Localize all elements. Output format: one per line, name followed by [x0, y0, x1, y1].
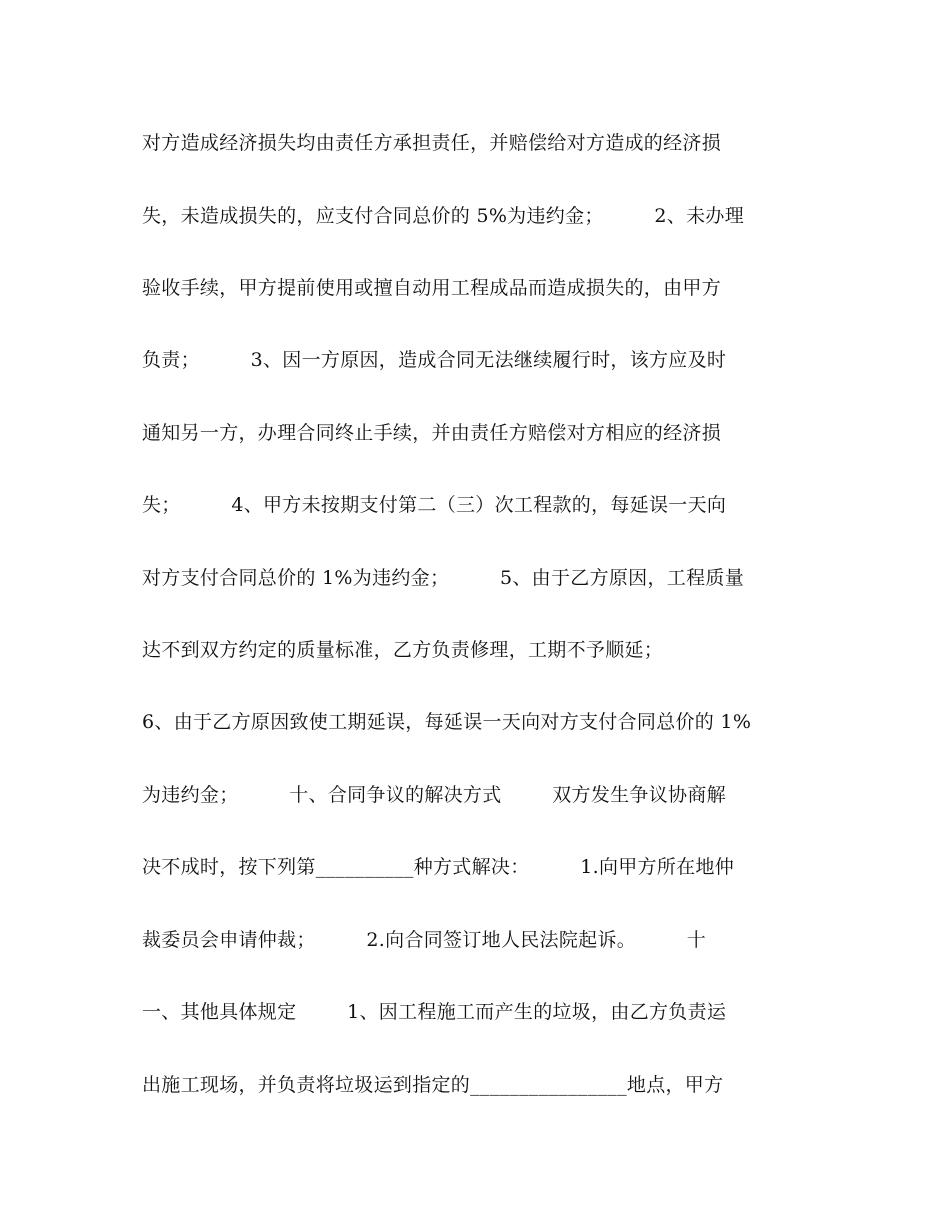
text-line: 决不成时，按下列第__________种方式解决： 1.向甲方所在地仲 [142, 856, 735, 878]
text-line: 失，未造成损失的，应支付合同总价的 5%为违约金； 2、未办理 [142, 205, 744, 227]
text-line: 6、由于乙方原因致使工期延误，每延误一天向对方支付合同总价的 1% [142, 711, 752, 733]
text-line: 裁委员会申请仲裁； 2.向合同签订地人民法院起诉。 十 [142, 929, 707, 951]
text-line: 为违约金； 十、合同争议的解决方式 双方发生争议协商解 [142, 784, 726, 806]
text-line: 失； 4、甲方未按期支付第二（三）次工程款的，每延误一天向 [142, 494, 727, 516]
text-line: 对方造成经济损失均由责任方承担责任，并赔偿给对方造成的经济损 [142, 132, 722, 154]
text-line: 验收手续，甲方提前使用或擅自动用工程成品而造成损失的，由甲方 [142, 277, 722, 299]
text-line: 负责； 3、因一方原因，造成合同无法继续履行时，该方应及时 [142, 349, 727, 371]
text-line: 一、其他具体规定 1、因工程施工而产生的垃圾，由乙方负责运 [142, 1001, 727, 1023]
text-line: 达不到双方约定的质量标准，乙方负责修理，工期不予顺延； [142, 639, 664, 661]
text-line: 出施工现场，并负责将垃圾运到指定的________________地点，甲方 [142, 1074, 724, 1096]
text-line: 对方支付合同总价的 1%为违约金； 5、由于乙方原因，工程质量 [142, 567, 744, 589]
text-line: 通知另一方，办理合同终止手续，并由责任方赔偿对方相应的经济损 [142, 422, 722, 444]
